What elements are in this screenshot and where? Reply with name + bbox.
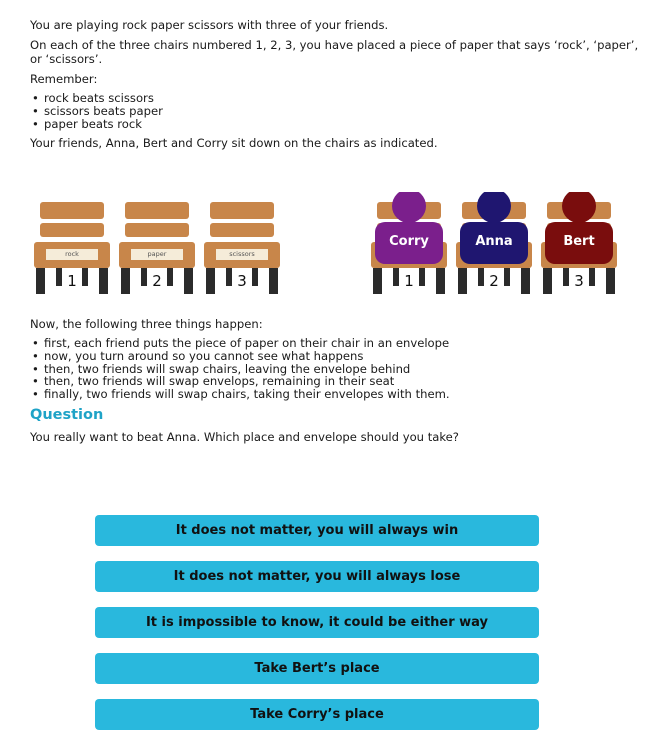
list-item: • rock beats scissors [32,91,154,105]
intro-section [30,18,640,156]
events-list [30,337,640,401]
answer-button-impossible-to-know[interactable]: It is impossible to know, it could be either way [95,607,539,638]
events-section [30,317,640,450]
answer-button-always-win[interactable]: It does not matter, you will always win [95,515,539,546]
chair-labelled [30,192,114,302]
question-heading: Question [30,406,104,423]
person-name: Corry [389,234,429,249]
intro-text: You are playing rock paper scissors with three of your friends. [30,18,389,32]
events-intro: Now, the following three things happen: [30,317,263,331]
list-item: • then, two friends will swap envelops, remaining in their seat [32,374,395,389]
rules-list [30,92,640,130]
chair-number: 2 [152,272,162,290]
answer-options [95,515,539,745]
chair-occupied-bert [537,192,621,302]
chair-labelled [115,192,199,302]
chair-number: 1 [67,272,77,290]
intro-text: Your friends, Anna, Bert and Corry sit down on the chairs as indicated. [30,136,438,151]
list-item: • now, you turn around so you cannot see what happens [32,348,364,363]
chair-paper-label: scissors [216,249,268,260]
list-item: • first, each friend puts the piece of paper on their chair in an envelope [32,336,450,350]
chair-occupied-corry [367,192,451,302]
chair-occupied-anna [452,192,536,302]
remember-label: Remember: [30,72,98,86]
list-item: • then, two friends will swap chairs, leaving the envelope behind [32,361,411,376]
chair-paper-label: rock [46,249,98,260]
question-text: You really want to beat Anna. Which place and envelope should you take? [30,429,459,444]
chair-number: 2 [489,272,499,290]
list-item: • scissors beats paper [32,103,163,118]
intro-text: On each of the three chairs numbered 1, 2, 3, you have placed a piece of paper that says ‘rock’, ‘paper’, or ‘scissors’. [30,38,639,66]
answer-button-always-lose[interactable]: It does not matter, you will always lose [95,561,539,592]
list-item: • finally, two friends will swap chairs, taking their envelopes with them. [32,387,450,402]
chair-labelled [200,192,284,302]
person-name: Bert [563,234,595,249]
chair-number: 1 [404,272,414,290]
list-item: • paper beats rock [32,116,142,131]
answer-button-take-corry-place[interactable]: Take Corry’s place [95,699,539,730]
chair-number: 3 [574,272,584,290]
chair-number: 3 [237,272,247,290]
answer-button-take-bert-place[interactable]: Take Bert’s place [95,653,539,684]
chairs-figure [30,192,630,302]
person-name: Anna [475,234,513,249]
chair-paper-label: paper [131,249,183,260]
